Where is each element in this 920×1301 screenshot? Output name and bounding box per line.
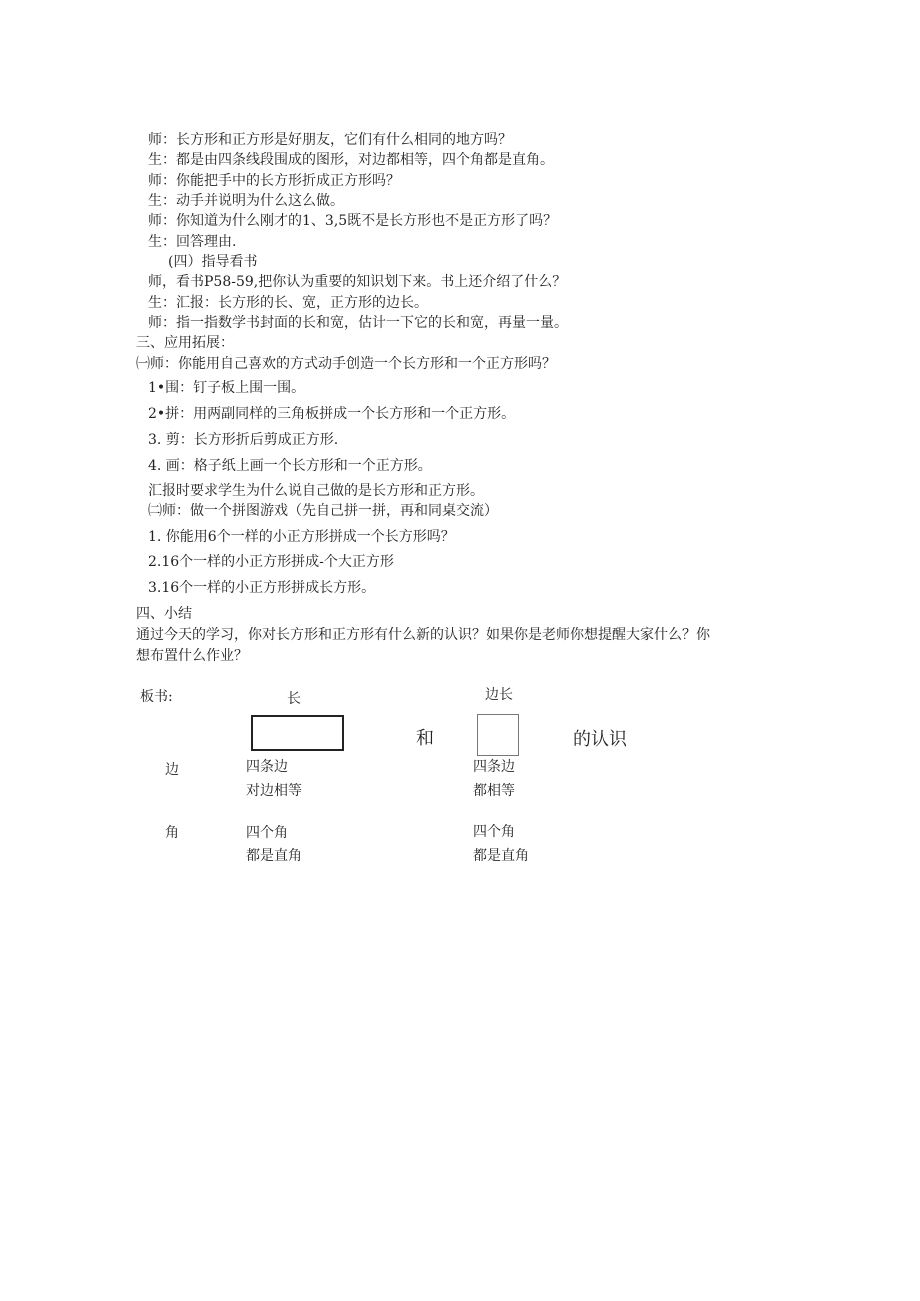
text-line: 汇报时要求学生为什么说自己做的是长方形和正方形。 <box>148 483 484 499</box>
list-item: 2•拼：用两副同样的三角板拼成一个长方形和一个正方形。 <box>148 406 516 422</box>
list-item: 4. 画：格子纸上画一个长方形和一个正方形。 <box>148 458 432 474</box>
list-item: 1. 你能用6个一样的小正方形拼成一个长方形吗？ <box>148 529 455 545</box>
text-line: 生：动手并说明为什么这么做。 <box>148 193 344 209</box>
rect-angles-1: 四个角 <box>246 825 288 841</box>
rectangle-shape <box>251 715 344 751</box>
rect-angles-2: 都是直角 <box>246 848 302 864</box>
list-item: 1•围：钉子板上围一围。 <box>148 380 306 396</box>
text-line: 师，看书P58-59,把你认为重要的知识划下来。书上还介绍了什么？ <box>148 274 567 290</box>
text-line: 师：你知道为什么刚才的1、3,5既不是长方形也不是正方形了吗？ <box>148 213 558 229</box>
square-angles-1: 四个角 <box>473 824 515 840</box>
square-sides-1: 四条边 <box>473 759 515 775</box>
square-shape <box>477 714 519 756</box>
rect-sides-1: 四条边 <box>246 759 288 775</box>
text-line: 师：你能把手中的长方形折成正方形吗？ <box>148 173 400 189</box>
board-label: 板书: <box>140 689 173 705</box>
section-heading: (四）指导看书 <box>168 254 258 270</box>
text-line: ㈠师：你能用自己喜欢的方式动手创造一个长方形和一个正方形吗？ <box>136 356 556 372</box>
section-heading: 四、小结 <box>136 606 192 622</box>
text-line: 生：都是由四条线段围成的图形，对边都相等，四个角都是直角。 <box>148 152 554 168</box>
text-line: 师：指一指数学书封面的长和宽，估计一下它的长和宽，再量一量。 <box>148 315 568 331</box>
text-line: 生：回答理由. <box>148 234 237 250</box>
rect-length-label: 长 <box>287 691 301 707</box>
text-line: ㈡师：做一个拼图游戏（先自己拼一拼，再和同桌交流） <box>148 503 498 519</box>
list-item: 2.16个一样的小正方形拼成-个大正方形 <box>148 554 394 570</box>
section-heading: 三、应用拓展： <box>136 335 234 351</box>
square-side-label: 边长 <box>485 687 513 703</box>
list-item: 3. 剪：长方形折后剪成正方形. <box>148 432 339 448</box>
text-line: 师：长方形和正方形是好朋友，它们有什么相同的地方吗？ <box>148 132 512 148</box>
text-line: 通过今天的学习，你对长方形和正方形有什么新的认识？如果你是老师你想提醒大家什么？你 <box>136 627 710 643</box>
list-item: 3.16个一样的小正方形拼成长方形。 <box>148 580 376 596</box>
row-label-angle: 角 <box>165 825 179 841</box>
rect-sides-2: 对边相等 <box>246 783 302 799</box>
title-suffix: 的认识 <box>573 729 627 750</box>
square-sides-2: 都相等 <box>473 783 515 799</box>
row-label-side: 边 <box>165 762 179 778</box>
square-angles-2: 都是直角 <box>473 848 529 864</box>
text-line: 想布置什么作业？ <box>136 648 248 664</box>
text-line: 生：汇报：长方形的长、宽，正方形的边长。 <box>148 295 428 311</box>
and-text: 和 <box>416 728 434 749</box>
